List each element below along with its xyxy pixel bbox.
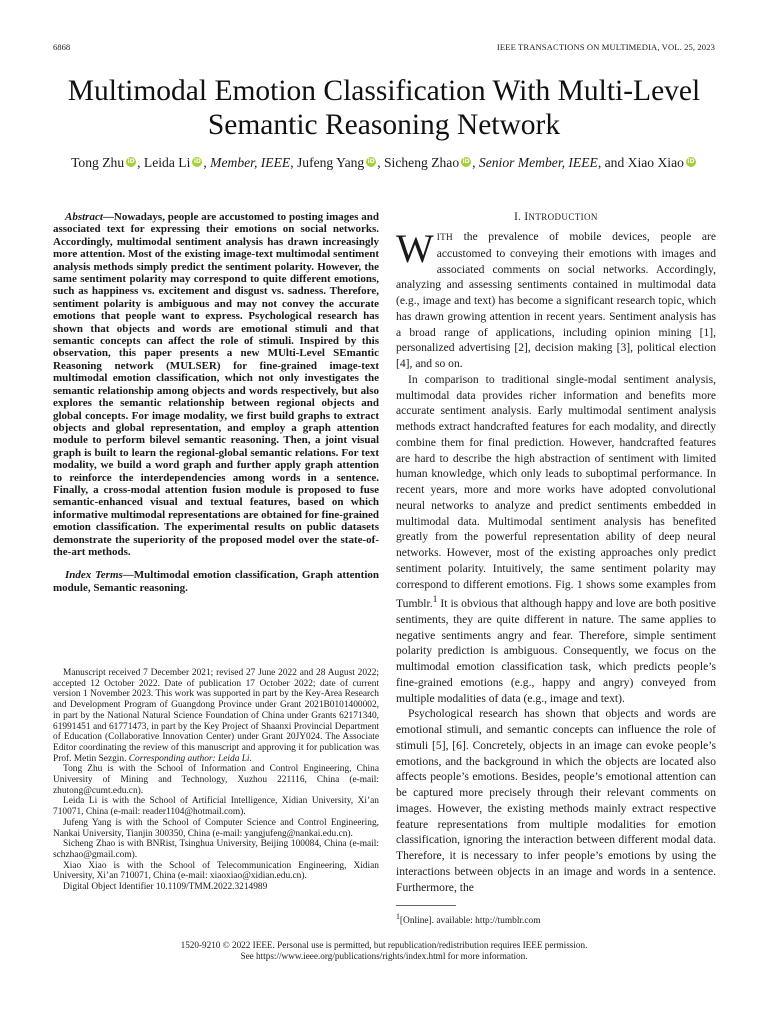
copyright-notice: 1520-9210 © 2022 IEEE. Personal use is permitted, but republication/redistribution requires IEEE permission. See https://www.ieee.org/publications/rights/index.html for more information. [180, 940, 588, 962]
affiliation-note: Xiao Xiao is with the School of Telecommunication Engineering, Xidian University, Xi’an 710071, China (e-mail: xiaoxiao@xidian.edu.cn). [53, 860, 379, 882]
running-head [53, 42, 715, 54]
author-name: Jufeng Yang [296, 155, 365, 170]
index-terms [53, 569, 379, 594]
paragraph: Psychological research has shown that objects and words are emotional stimuli, and semantic concepts can influence the role of stimuli [5], [6]. Concretely, objects in an image can evoke people’s emotions, and the background in which the objects are located also affects people’s emotions. Besides, people’s emotional attention can be captured more precisely through their relevant comments on images. However, the existing methods mainly extract respective feature representations from multiple modalities for emotion classification, ignoring the interaction between different modal data. Therefore, it is necessary to infer people’s emotions by using the interactions between objects in an image and words in a sentence. Furthermore, the [396, 707, 716, 894]
orcid-icon[interactable]: iD [687, 158, 695, 165]
affiliation-note: Leida Li is with the School of Artificial Intelligence, Xidian University, Xi’an 710071, China (e-mail: reader1104@hotmail.com). [53, 796, 379, 818]
footnote-marker[interactable]: 1 [432, 594, 438, 606]
introduction-text [396, 226, 716, 895]
title-line-2: Semantic Reasoning Network [207, 109, 561, 141]
left-column [53, 211, 379, 594]
manuscript-footnotes [53, 668, 379, 893]
title-line-1: Multimodal Emotion Classification With Multi-Level [67, 75, 701, 107]
author-role: Senior Member, IEEE [478, 155, 598, 170]
author-role: Member, IEEE [210, 155, 291, 170]
author-name: Sicheng Zhao [384, 155, 460, 170]
index-terms-text: —Multimodal emotion classification, Graph attention module, Semantic reasoning. [53, 569, 379, 594]
affiliation-note: Sicheng Zhao is with BNRist, Tsinghua University, Beijing 100084, China (e-mail: schzhao@gmail.com). [53, 839, 379, 860]
manuscript-note: Manuscript received 7 December 2021; revised 27 June 2022 and 28 August 2022; accepted 12 October 2022. Date of publication 17 October 2022; date of current version 1 November 2023. This work was supported in part by the Key-Area Research and Development Program of Guangdong Province under Grant 2021B0101400002, in part by the National Natural Science Foundation of China under Grants 62171340, 61991451 and 61771473, in part by the Key Project of Shaanxi Provincial Department of Education (Collaborative Innovation Center) under Grant 20JY024. The Associate Editor coordinating the review of this manuscript and approving it for publication was Prof. Metin Sezgin. Corresponding author: Leida Li. [53, 668, 379, 764]
affiliation-note: Tong Zhu is with the School of Information and Control Engineering, China University of Mining and Technology, Xuzhou 221116, China (e-mail: zhutong@cumt.edu.cn). [53, 764, 379, 796]
affiliation-note: Jufeng Yang is with the School of Computer Science and Control Engineering, Nankai University, Tianjin 300350, China (e-mail: yangjufeng@nankai.edu.cn). [53, 817, 379, 839]
orcid-icon[interactable]: iD [127, 158, 135, 165]
author-name: Tong Zhu [71, 155, 125, 170]
page-number: 6868 [53, 42, 71, 52]
index-terms-label: Index Terms [65, 569, 123, 582]
abstract-text: —Nowadays, people are accustomed to posting images and associated text for expressing their emotions on social networks. Accordingly, multimodal sentiment analysis has drawn increasingly more attention. Most of the existing image-text multimodal sentiment analysis methods simply predict the sentiment polarity. However, the same sentiment polarity may correspond to quite different emotions, such as happiness vs. excitement and disgust vs. sadness. Therefore, sentiment polarity is ambiguous and may not convey the accurate emotions that people want to express. Psychological research has shown that objects and words are emotional stimuli and that semantic concepts can affect the role of stimuli. Inspired by this observation, this paper presents a new MUlti-Level SEmantic Reasoning network (MULSER) for fine-grained image-text multimodal emotion classification, which not only investigates the semantic relationship among objects and words respectively, but also explores the semantic relationship between regional objects and global concepts. For image modality, we first build graphs to extract objects and global representation, and employ a graph attention module to perform bilevel semantic reasoning. Then, a joint visual graph is built to learn the regional-global semantic relations. For text modality, we build a word graph and further apply graph attention to reinforce the interdependencies among words in a sentence. Finally, a cross-modal attention fusion module is proposed to fuse semantic-enhanced visual and textual features, based on which informative multimodal representations are obtained for fine-grained emotion classification. The experimental results on public datasets demonstrate the superiority of the proposed model over the state-of-the-art methods. [53, 211, 379, 558]
tumblr-footnote: $^1$[Online]. available: http://tumblr.com [396, 912, 541, 927]
abstract [53, 211, 379, 558]
corresponding-author: Corresponding author: Leida Li. [128, 753, 252, 764]
orcid-icon[interactable]: iD [462, 158, 470, 165]
author-name: Xiao Xiao [627, 155, 684, 170]
paper-title [40, 74, 728, 142]
author-list: Tong Zhu iD , Leida Li iD , Member, IEEE, Jufeng Yang iD , Sicheng Zhao iD , Senior Member, IEEE, and Xiao Xiao iD [71, 155, 695, 170]
paragraph: WITH the prevalence of mobile devices, people are accustomed to conveying their emotions with images and associated comments on social networks. Accordingly, analyzing and assessing sentiments contained in multimodal data (e.g., image and text) has become a significant research topic, which has drawn growing attention in recent years. Sentiment analysis has a broad range of applications, including opinion mining [1], personalized advertising [2], decision making [3], political election [4], and so on. [396, 226, 716, 370]
paragraph: In comparison to traditional single-modal sentiment analysis, multimodal data provides richer information and benefits more accurate sentiment analysis. Early multimodal sentiment analysis methods extract handcrafted features for each modality, and directly combine them for final prediction. However, handcrafted features are hard to describe the high abstraction of sentiment with limited human knowledge, which only leads to suboptimal performance. In recent years, more and more works have adopted convolutional neural networks to analyze and predict sentiments embedded in multimodal data. Multimodal sentiment analysis has benefited greatly from the powerful representation ability of deep neural networks. However, most of the existing approaches only predict sentiment polarity. Intuitively, the same sentiment polarity may correspond to different emotions. Fig. 1 shows some examples from Tumblr.$^1$ It is obvious that although happy and love are both positive sentiments, they are quite different in nature. The same applies to negative sentiments angry and fear. Therefore, simple sentiment polarity prediction is ambiguous. Consequently, we focus on the multimodal emotion classification task, which predicts people’s fine-grained emotions (e.g., happy and angry) conveyed from multiple modalities of data (e.g., image and text). [396, 372, 716, 705]
author-name: Leida Li [143, 155, 191, 170]
doi-note: Digital Object Identifier 10.1109/TMM.2022.3214989 [63, 882, 268, 893]
orcid-icon[interactable]: iD [367, 158, 375, 165]
journal-name: IEEE TRANSACTIONS ON MULTIMEDIA, VOL. 25, 2023 [496, 42, 715, 52]
right-column [396, 211, 716, 895]
drop-cap: W [396, 226, 434, 271]
abstract-label: Abstract [65, 211, 103, 223]
footnote-rule [396, 905, 456, 906]
orcid-icon[interactable]: iD [193, 158, 201, 165]
section-heading: I. INTRODUCTION [514, 211, 598, 223]
